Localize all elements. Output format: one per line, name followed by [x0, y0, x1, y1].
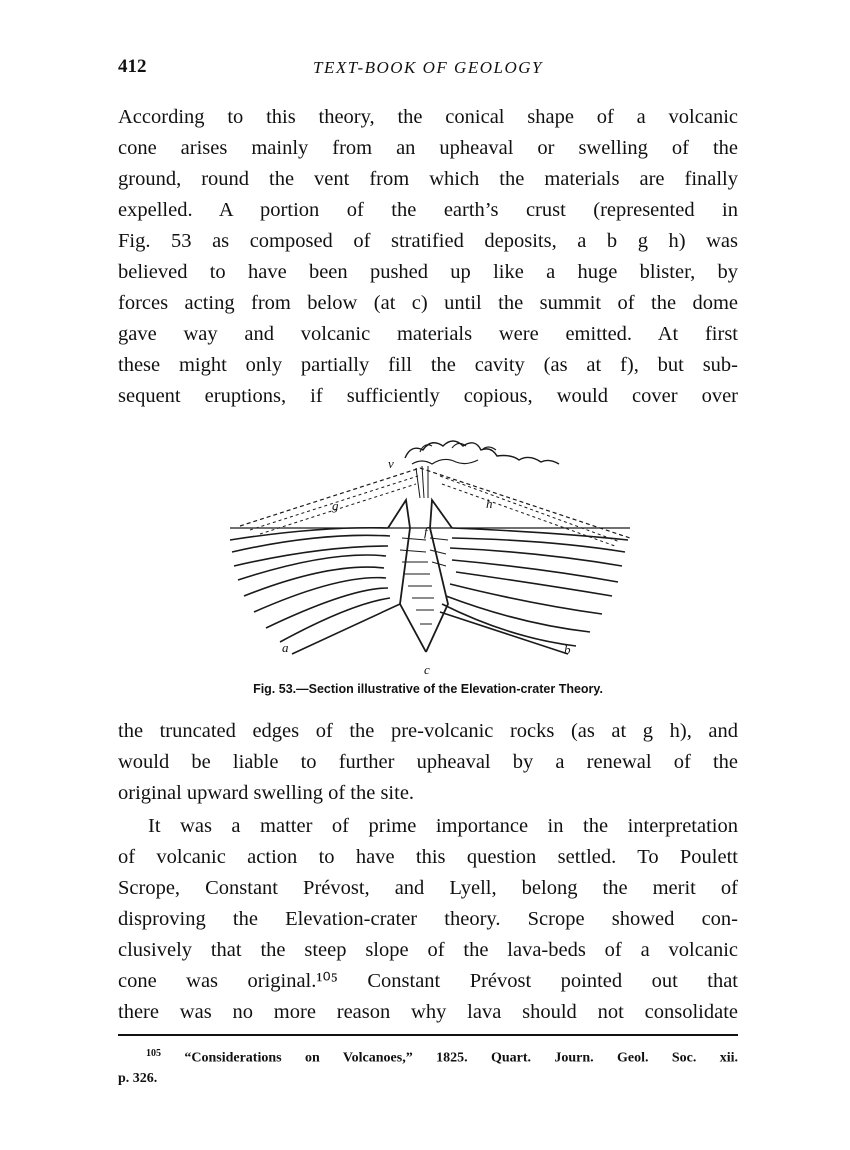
label-g: g [332, 498, 339, 513]
label-b: b [564, 642, 571, 657]
label-f: f [424, 524, 428, 539]
text-line: clusively that the steep slope of the lava-beds of a volcanic [118, 939, 738, 961]
text-line: disproving the Elevation-crater theory. Scrope showed con- [118, 908, 738, 930]
paragraph-3 [118, 811, 738, 1028]
text-line: original upward swelling of the site. [118, 782, 415, 804]
page-header [118, 56, 738, 86]
figure-caption: Fig. 53.—Section illustrative of the Elevation-crater Theory. [253, 682, 603, 696]
text-line: cone arises mainly from an upheaval or swelling of the [118, 137, 738, 159]
footnote [118, 1044, 738, 1089]
label-a: a [282, 640, 289, 655]
elevation-crater-figure [220, 428, 640, 678]
text-line: would be liable to further upheaval by a renewal of the [118, 751, 738, 773]
paragraph-1 [118, 102, 738, 412]
label-v: v [388, 456, 394, 471]
page-number: 412 [118, 56, 147, 77]
label-h: h [486, 496, 493, 511]
text-line: cone was original.¹⁰⁵ Constant Prévost pointed out that [118, 970, 738, 992]
text-line: expelled. A portion of the earth’s crust (represented in [118, 199, 738, 221]
text-line: Scrope, Constant Prévost, and Lyell, belong the merit of [118, 877, 738, 899]
text-line: forces acting from below (at c) until the summit of the dome [118, 292, 738, 314]
text-line: these might only partially fill the cavity (as at f), but sub- [118, 354, 738, 376]
text-line: ground, round the vent from which the materials are finally [118, 168, 738, 190]
text-line: the truncated edges of the pre-volcanic rocks (as at g h), and [118, 720, 738, 742]
text-line: Fig. 53 as composed of stratified deposits, a b g h) was [118, 230, 738, 252]
running-title: TEXT-BOOK OF GEOLOGY [313, 58, 543, 77]
text-line: gave way and volcanic materials were emitted. At first [118, 323, 738, 345]
text-line: believed to have been pushed up like a huge blister, by [118, 261, 738, 283]
label-c: c [424, 662, 430, 677]
footnote-divider [118, 1034, 738, 1036]
text-line: of volcanic action to have this question settled. To Poulett [118, 846, 738, 868]
footnote-line-1 [118, 1044, 738, 1069]
footnote-marker: 105 [146, 1048, 161, 1059]
text-line: According to this theory, the conical shape of a volcanic [118, 106, 738, 128]
text-line: It was a matter of prime importance in the interpretation [148, 815, 738, 837]
text-line: sequent eruptions, if sufficiently copious, would cover over [118, 385, 738, 407]
footnote-line-2: p. 326. [118, 1070, 158, 1086]
footnote-text: “Considerations on Volcanoes,” 1825. Quart. Journ. Geol. Soc. xii. [184, 1050, 738, 1066]
text-line: there was no more reason why lava should not consolidate [118, 1001, 738, 1023]
paragraph-2 [118, 716, 738, 809]
